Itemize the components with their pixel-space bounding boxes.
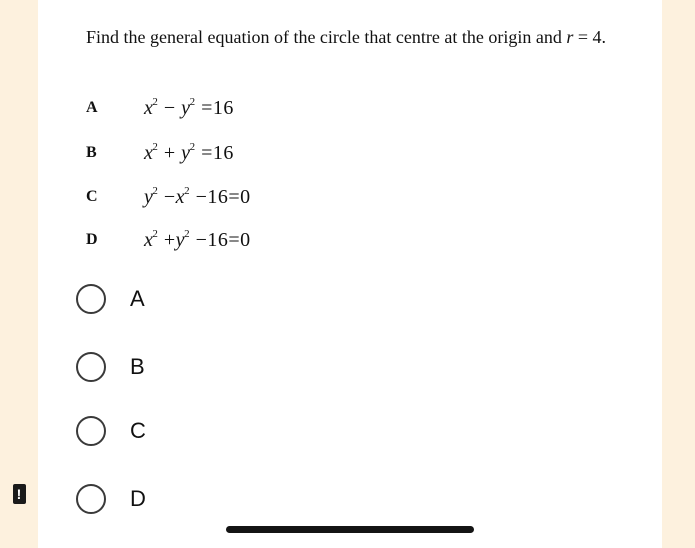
option-equation: $x^2 - y^2 =16$ [144, 96, 234, 119]
option-row-c [86, 183, 251, 211]
alert-flag[interactable] [0, 476, 38, 512]
option-letter: D [86, 231, 98, 248]
radio-button[interactable] [76, 352, 106, 382]
question-text: Find the general equation of the circle that centre at the origin and r = 4. [86, 27, 606, 47]
choice-label: A [130, 286, 145, 311]
choice-c[interactable] [76, 413, 146, 449]
option-equation: $x^2 + y^2 =16$ [144, 141, 234, 164]
option-row-b [86, 139, 234, 167]
radio-button[interactable] [76, 416, 106, 446]
choice-b[interactable] [76, 349, 145, 385]
option-letter: A [86, 99, 98, 116]
radio-button[interactable] [76, 484, 106, 514]
option-row-a [86, 94, 234, 122]
question-panel [38, 0, 662, 548]
choice-label: B [130, 354, 145, 379]
choice-label: D [130, 486, 146, 511]
option-equation: $x^2 +y^2 -16=0$ [144, 228, 251, 251]
alert-icon: ! [13, 484, 26, 504]
choice-label: C [130, 418, 146, 443]
option-letter: C [86, 188, 98, 205]
choice-d[interactable] [76, 481, 146, 517]
option-row-d [86, 226, 251, 254]
option-equation: $y^2 -x^2 -16=0$ [144, 185, 251, 208]
option-letter: B [86, 144, 97, 161]
radio-button[interactable] [76, 284, 106, 314]
choice-a[interactable] [76, 281, 145, 317]
home-indicator[interactable] [226, 526, 474, 533]
